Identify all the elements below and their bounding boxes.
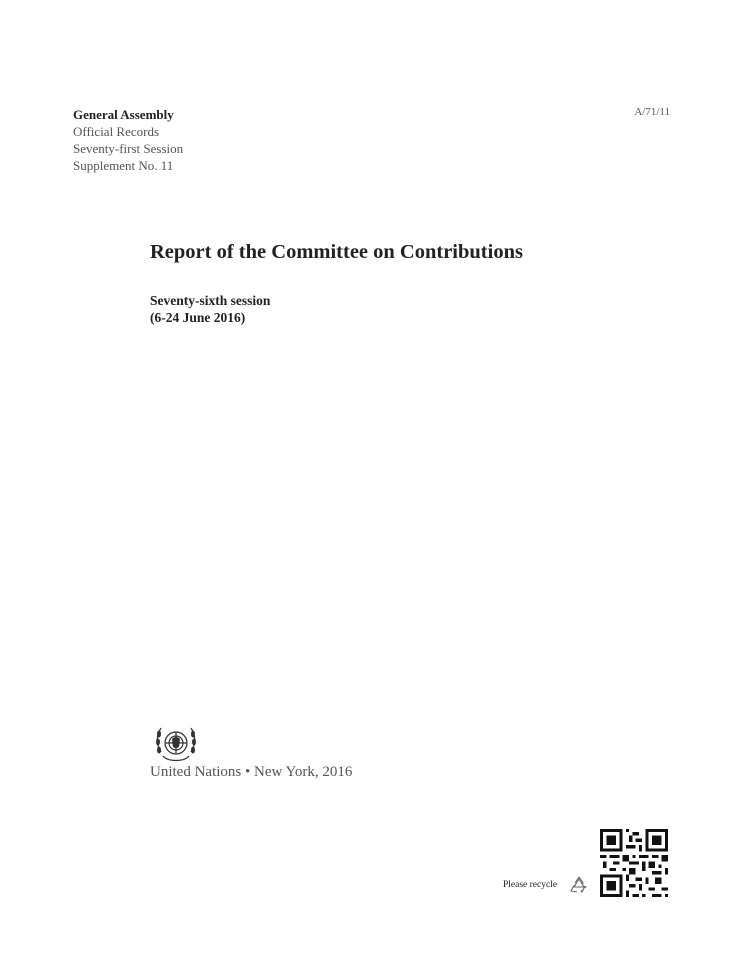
qr-code-icon [600,829,668,897]
un-emblem-icon [150,722,202,768]
organ-name: General Assembly [73,107,174,122]
records-label: Official Records [73,124,160,139]
page-title: Report of the Committee on Contributions [150,241,523,263]
session-name: Seventy-sixth session [150,293,271,308]
session-dates: (6-24 June 2016) [150,310,246,325]
document-header [73,106,183,174]
session-label: Seventy-first Session [73,141,184,156]
publisher-line: United Nations • New York, 2016 [150,764,353,780]
supplement-label: Supplement No. 11 [73,158,174,173]
session-info [150,292,270,326]
recycle-icon [568,874,590,896]
document-symbol: A/71/11 [634,106,670,118]
recycle-label: Please recycle [503,880,558,890]
